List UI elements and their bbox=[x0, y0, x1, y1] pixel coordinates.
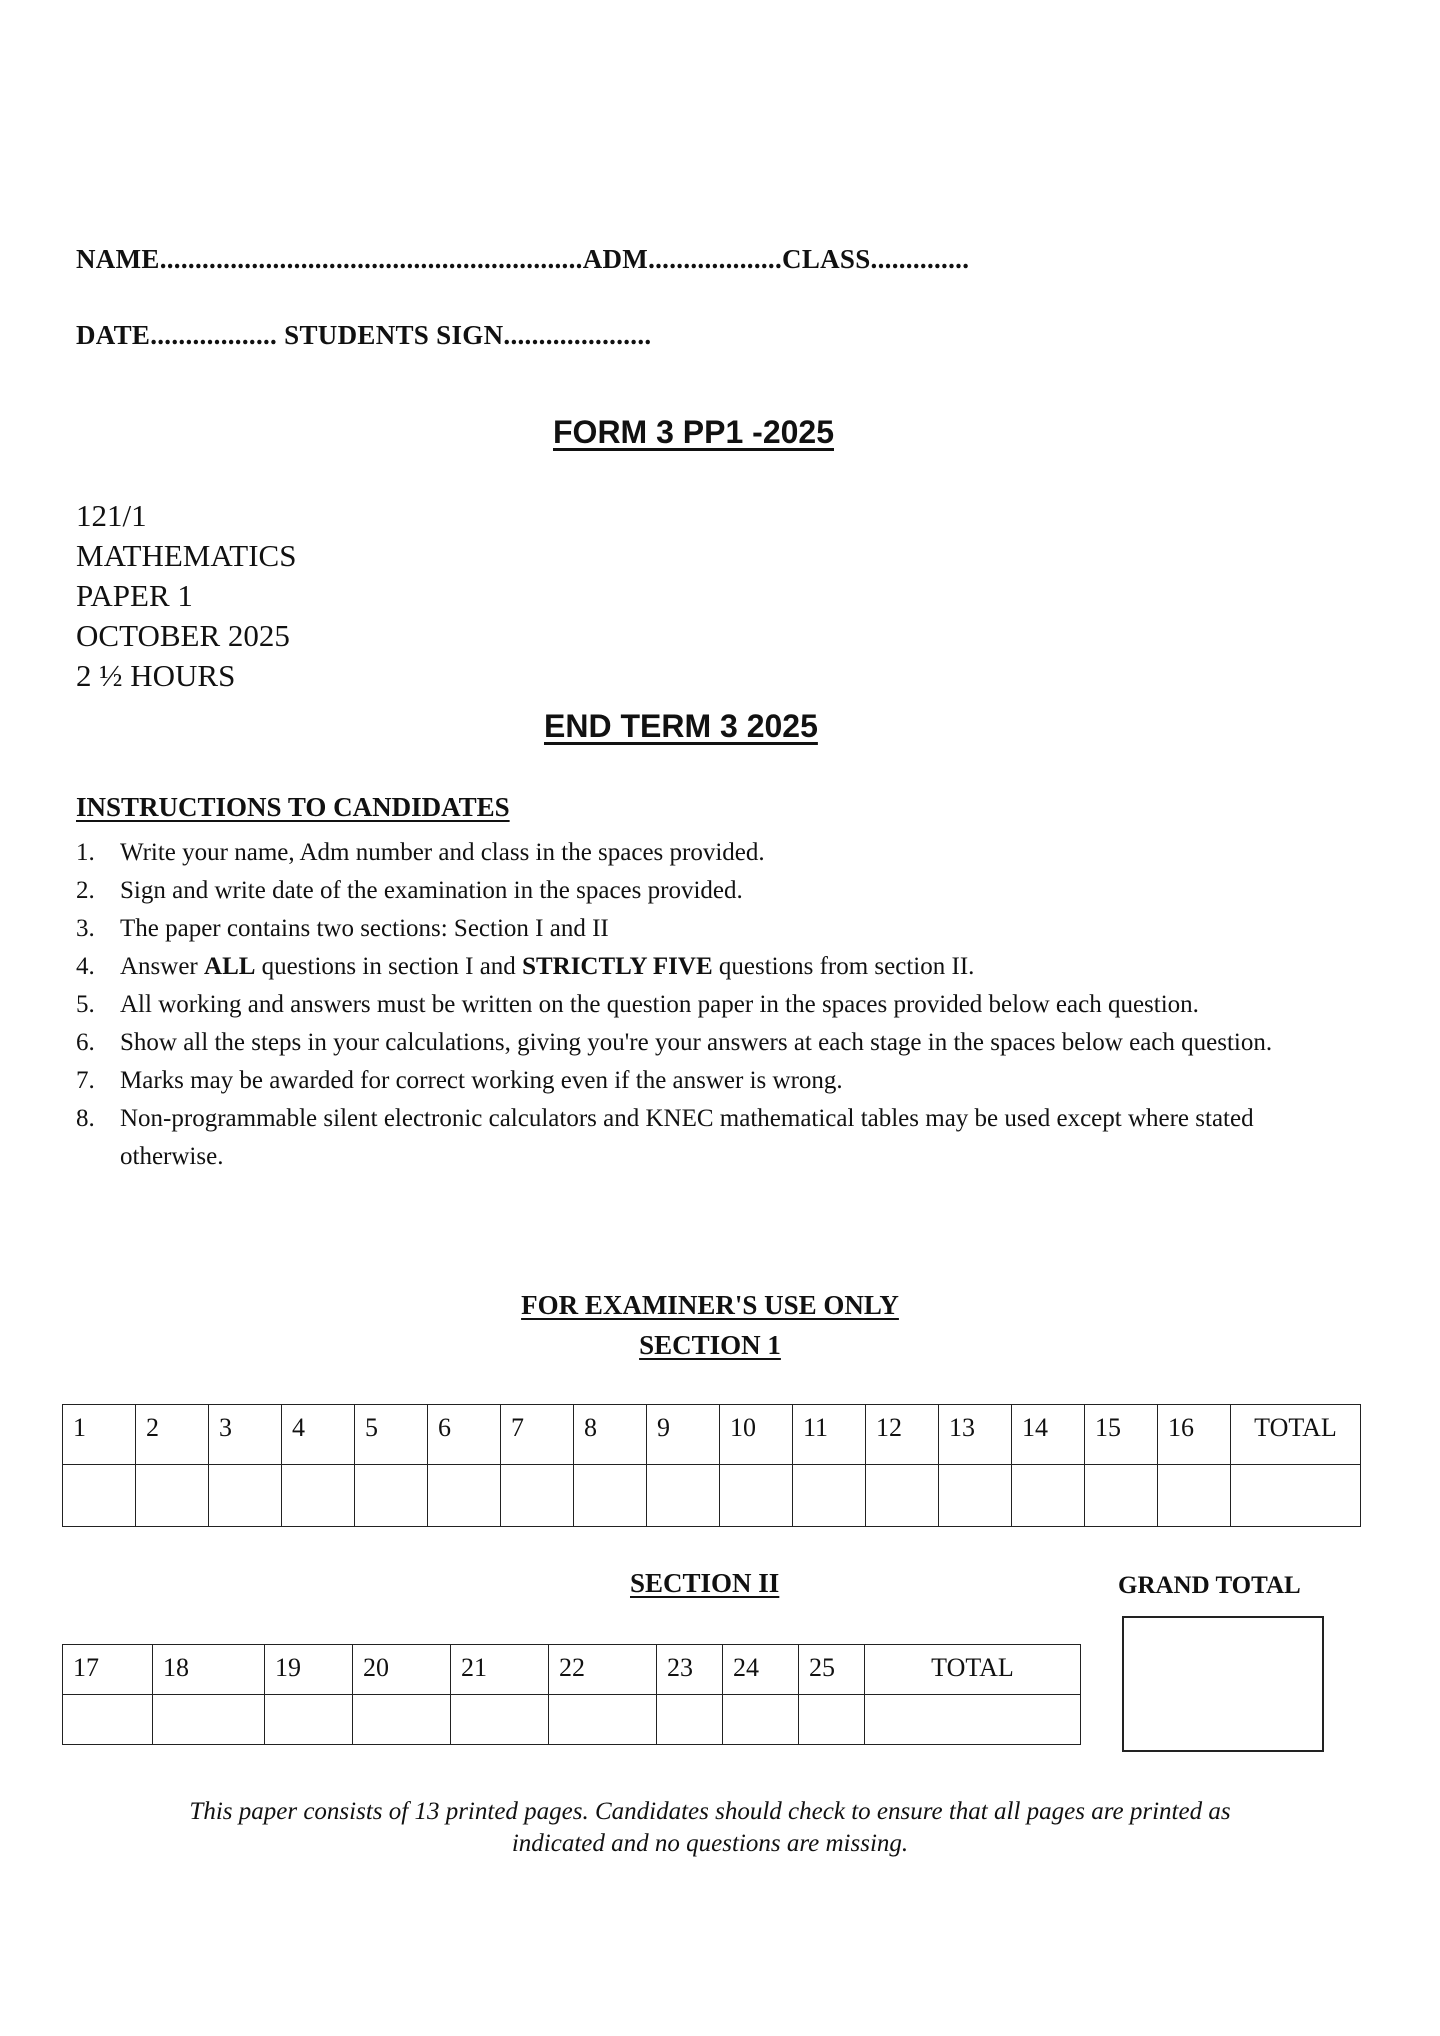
section1-mark-cell[interactable] bbox=[209, 1465, 282, 1527]
section1-col-3: 3 bbox=[209, 1405, 282, 1465]
section2-marks-row[interactable] bbox=[63, 1695, 1081, 1745]
section2-mark-cell[interactable] bbox=[63, 1695, 153, 1745]
instruction-item: 1. Write your name, Adm number and class in the spaces provided. bbox=[76, 839, 765, 866]
section1-col-2: 2 bbox=[136, 1405, 209, 1465]
section2-col-17: 17 bbox=[63, 1645, 153, 1695]
section1-heading: SECTION 1 bbox=[639, 1330, 781, 1360]
paper-code: 121/1 bbox=[76, 498, 147, 533]
section1-mark-cell[interactable] bbox=[282, 1465, 355, 1527]
section1-col-13: 13 bbox=[939, 1405, 1012, 1465]
section1-col-12: 12 bbox=[866, 1405, 939, 1465]
section1-col-11: 11 bbox=[793, 1405, 866, 1465]
section1-col-total: TOTAL bbox=[1231, 1405, 1361, 1465]
section1-mark-cell[interactable] bbox=[939, 1465, 1012, 1527]
section1-col-10: 10 bbox=[720, 1405, 793, 1465]
section1-col-5: 5 bbox=[355, 1405, 428, 1465]
section1-header-row bbox=[63, 1405, 1361, 1465]
section2-mark-cell[interactable] bbox=[353, 1695, 451, 1745]
section1-col-14: 14 bbox=[1012, 1405, 1085, 1465]
section2-mark-cell[interactable] bbox=[549, 1695, 657, 1745]
section2-col-20: 20 bbox=[353, 1645, 451, 1695]
section2-mark-cell[interactable] bbox=[657, 1695, 723, 1745]
instruction-item: 6. Show all the steps in your calculations, giving you're your answers at each stage in the spaces below each question. bbox=[76, 1029, 1273, 1056]
section2-mark-cell[interactable] bbox=[865, 1695, 1081, 1745]
section1-mark-cell[interactable] bbox=[63, 1465, 136, 1527]
paper-subject: MATHEMATICS bbox=[76, 538, 297, 573]
section1-table bbox=[62, 1404, 1361, 1527]
instruction-item: 3. The paper contains two sections: Section I and II bbox=[76, 915, 609, 942]
footer-note bbox=[0, 1796, 1420, 1860]
section1-mark-cell[interactable] bbox=[1158, 1465, 1231, 1527]
instruction-item: 2. Sign and write date of the examination in the spaces provided. bbox=[76, 877, 743, 904]
section1-mark-cell[interactable] bbox=[1085, 1465, 1158, 1527]
section2-mark-cell[interactable] bbox=[451, 1695, 549, 1745]
examiner-heading: FOR EXAMINER'S USE ONLY bbox=[521, 1290, 899, 1320]
grand-total-label: GRAND TOTAL bbox=[1118, 1572, 1301, 1599]
section1-mark-cell[interactable] bbox=[793, 1465, 866, 1527]
section1-mark-cell[interactable] bbox=[866, 1465, 939, 1527]
grand-total-box[interactable] bbox=[1122, 1616, 1324, 1752]
section1-col-9: 9 bbox=[647, 1405, 720, 1465]
section2-mark-cell[interactable] bbox=[723, 1695, 799, 1745]
section1-mark-cell[interactable] bbox=[136, 1465, 209, 1527]
name-adm-class-line[interactable]: NAME............................................................ADM...................CLASS.............. bbox=[76, 244, 970, 274]
instruction-item: 5. All working and answers must be written on the question paper in the spaces provided below each question. bbox=[76, 991, 1199, 1018]
section2-mark-cell[interactable] bbox=[799, 1695, 865, 1745]
section2-header-row bbox=[63, 1645, 1081, 1695]
section1-mark-cell[interactable] bbox=[647, 1465, 720, 1527]
footer-line2: indicated and no questions are missing. bbox=[511, 1830, 909, 1857]
instructions-heading: INSTRUCTIONS TO CANDIDATES bbox=[76, 792, 510, 822]
section2-col-24: 24 bbox=[723, 1645, 799, 1695]
section1-mark-cell[interactable] bbox=[1231, 1465, 1361, 1527]
section1-mark-cell[interactable] bbox=[720, 1465, 793, 1527]
section1-mark-cell[interactable] bbox=[1012, 1465, 1085, 1527]
paper-duration: 2 ½ HOURS bbox=[76, 658, 236, 693]
section1-marks-row[interactable] bbox=[63, 1465, 1361, 1527]
section1-mark-cell[interactable] bbox=[428, 1465, 501, 1527]
section2-col-19: 19 bbox=[265, 1645, 353, 1695]
footer-line1: This paper consists of 13 printed pages. Candidates should check to ensure that all pages are printed as bbox=[189, 1798, 1231, 1825]
section2-col-21: 21 bbox=[451, 1645, 549, 1695]
section1-mark-cell[interactable] bbox=[501, 1465, 574, 1527]
section1-mark-cell[interactable] bbox=[574, 1465, 647, 1527]
paper-number: PAPER 1 bbox=[76, 578, 193, 613]
section1-col-7: 7 bbox=[501, 1405, 574, 1465]
section2-col-25: 25 bbox=[799, 1645, 865, 1695]
date-sign-line[interactable]: DATE.................. STUDENTS SIGN..................... bbox=[76, 320, 652, 350]
section2-heading: SECTION II bbox=[630, 1568, 780, 1598]
section2-col-18: 18 bbox=[153, 1645, 265, 1695]
paper-date: OCTOBER 2025 bbox=[76, 618, 290, 653]
section2-col-total: TOTAL bbox=[865, 1645, 1081, 1695]
instruction-item: 8. Non-programmable silent electronic calculators and KNEC mathematical tables may be used except where stated otherwise. bbox=[76, 1105, 1254, 1170]
instructions-list bbox=[76, 834, 1316, 1176]
section1-col-4: 4 bbox=[282, 1405, 355, 1465]
section2-col-23: 23 bbox=[657, 1645, 723, 1695]
instruction-item: 4. Answer ALL questions in section I and STRICTLY FIVE questions from section II. bbox=[76, 953, 975, 980]
paper-info bbox=[76, 496, 296, 696]
exam-subtitle: END TERM 3 2025 bbox=[544, 708, 818, 744]
section1-col-8: 8 bbox=[574, 1405, 647, 1465]
page-title: FORM 3 PP1 -2025 bbox=[553, 414, 834, 450]
section1-col-6: 6 bbox=[428, 1405, 501, 1465]
section2-mark-cell[interactable] bbox=[153, 1695, 265, 1745]
section1-mark-cell[interactable] bbox=[355, 1465, 428, 1527]
section2-mark-cell[interactable] bbox=[265, 1695, 353, 1745]
section2-col-22: 22 bbox=[549, 1645, 657, 1695]
section1-col-1: 1 bbox=[63, 1405, 136, 1465]
section1-col-16: 16 bbox=[1158, 1405, 1231, 1465]
section2-table bbox=[62, 1644, 1081, 1745]
instruction-item: 7. Marks may be awarded for correct working even if the answer is wrong. bbox=[76, 1067, 843, 1094]
section1-col-15: 15 bbox=[1085, 1405, 1158, 1465]
